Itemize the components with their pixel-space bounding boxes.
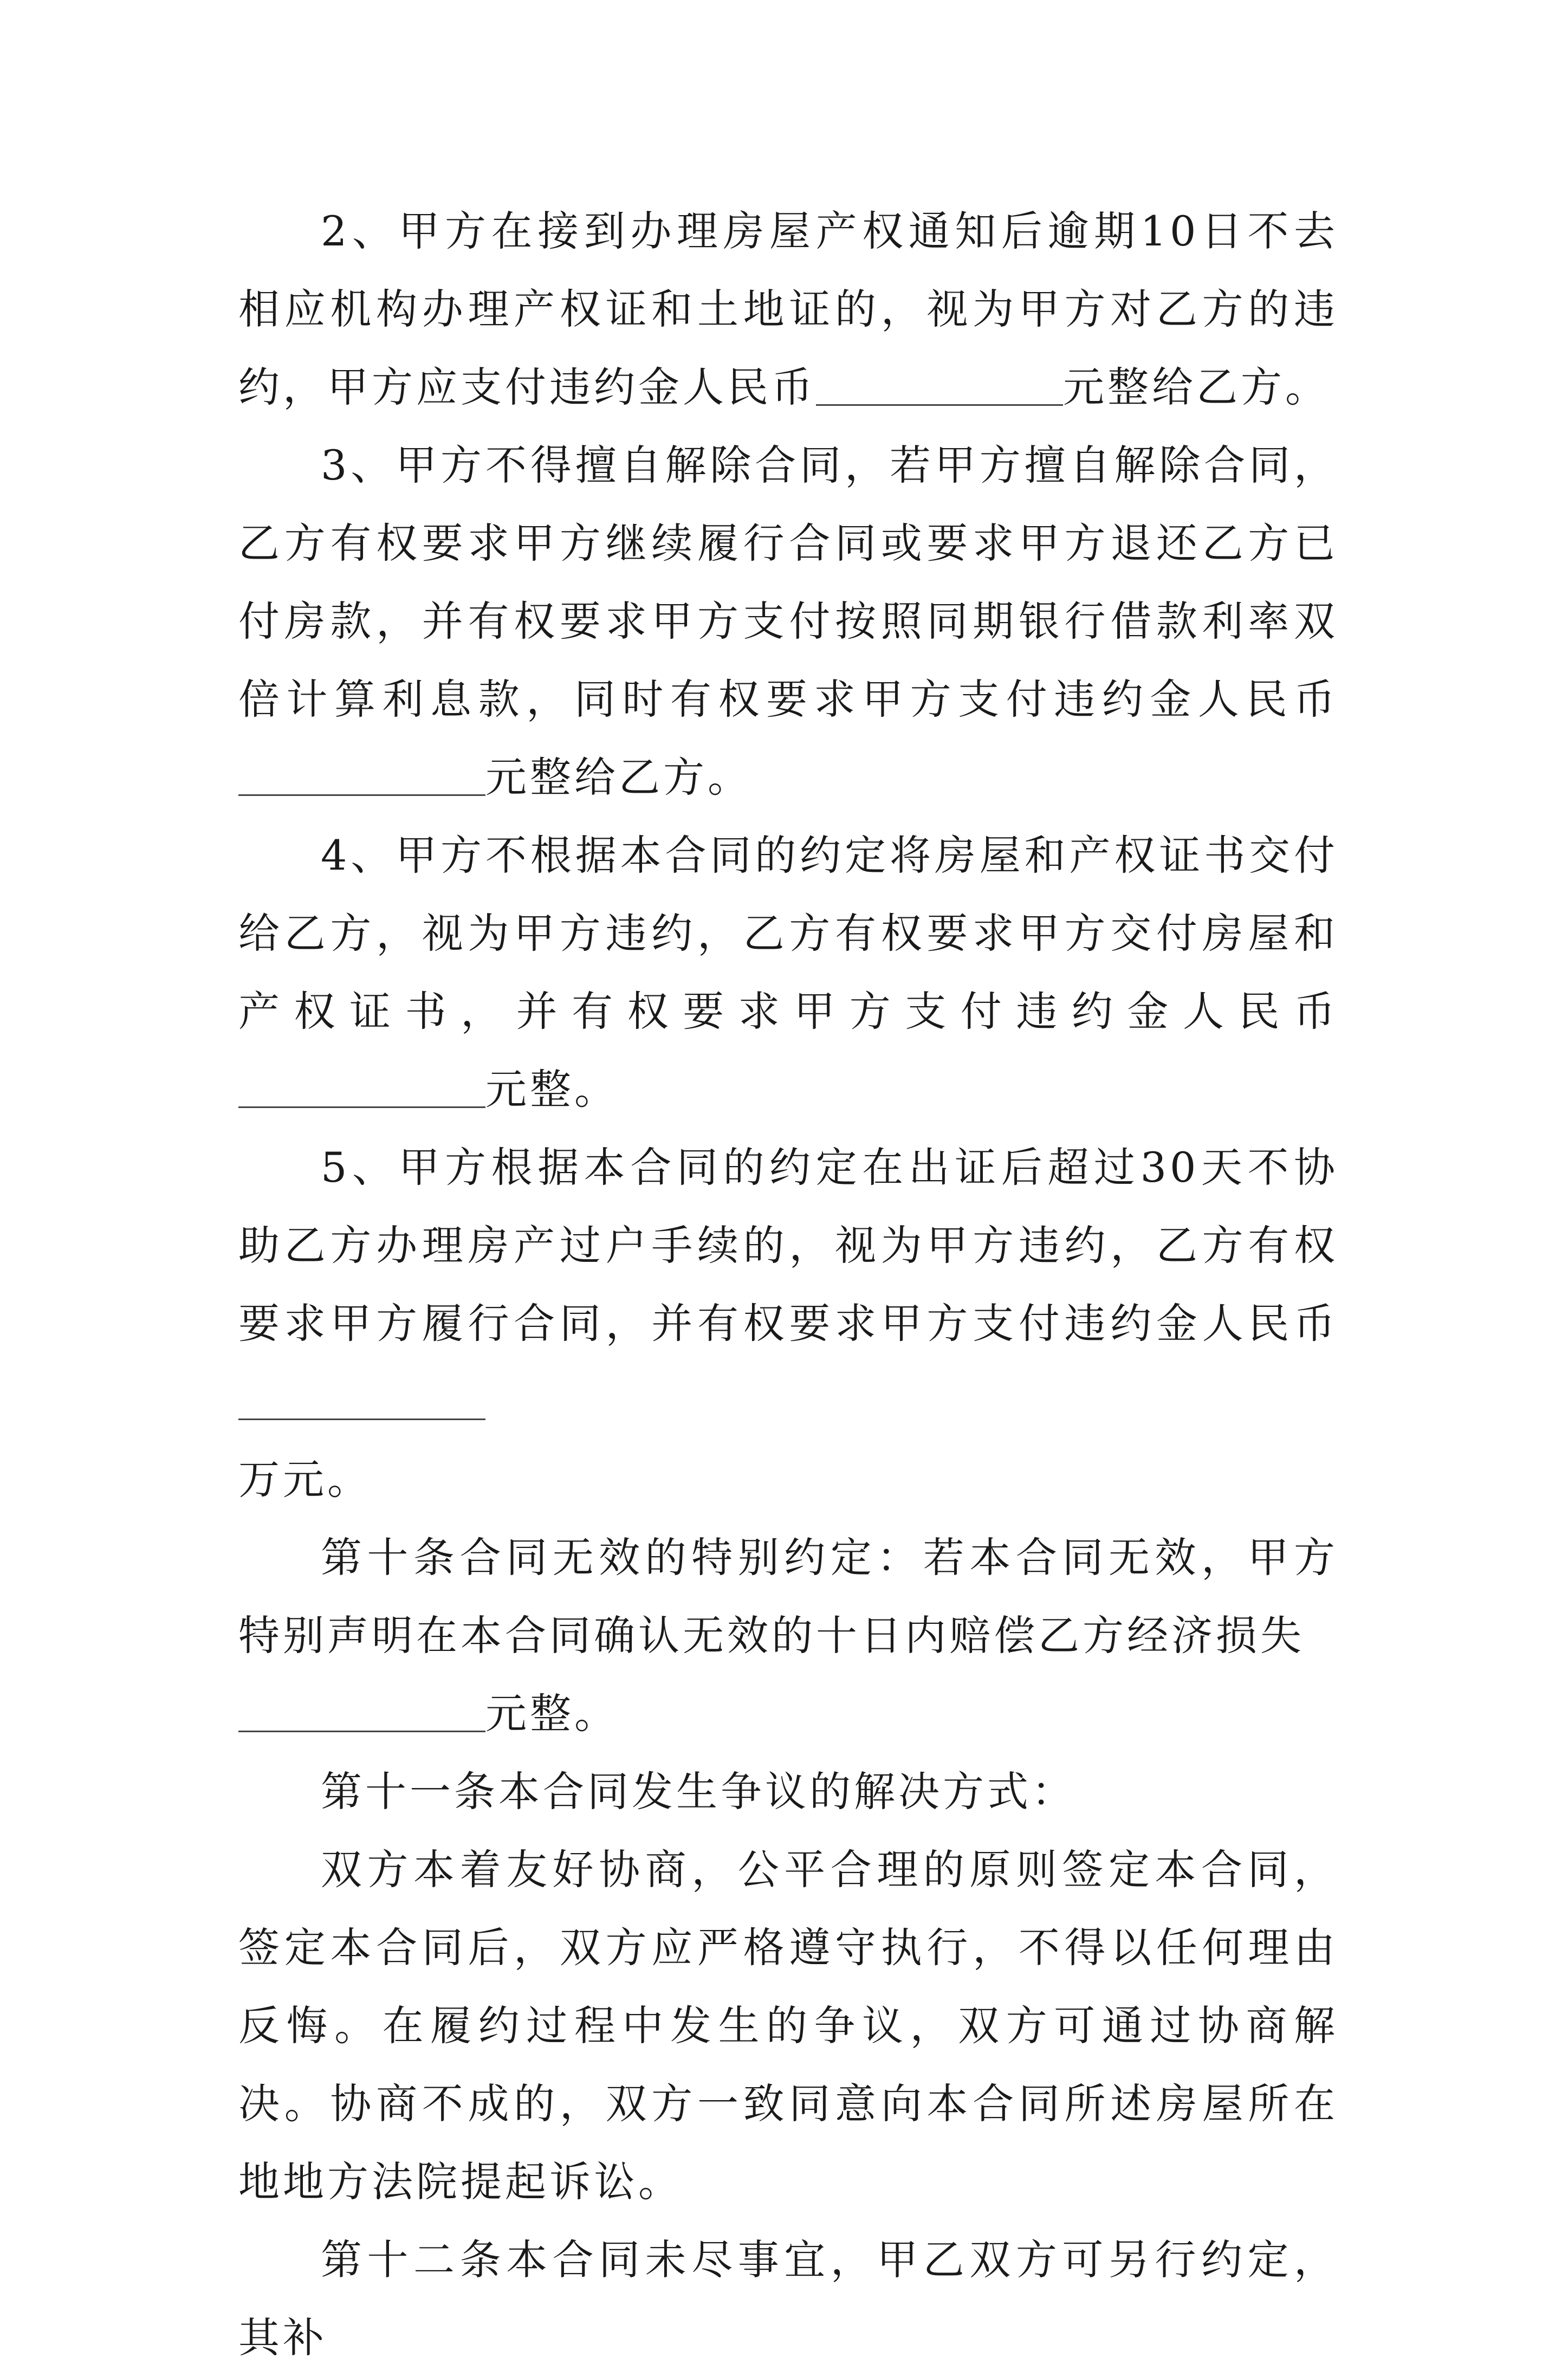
article-10-paragraph — [238, 1519, 1338, 1753]
clause-5-paragraph — [238, 1129, 1338, 1519]
clause-2-text-end: 元整给乙方。 — [1063, 363, 1330, 411]
clause-5-text-end: 万元。 — [238, 1455, 372, 1504]
article-10-text: 第十条合同无效的特别约定：若本合同无效，甲方特别声明在本合同确认无效的十日内赔偿乙方经济损失 — [238, 1533, 1338, 1660]
clause-4-text: 4、甲方不根据本合同的约定将房屋和产权证书交付给乙方，视为甲方违约，乙方有权要求甲方交付房屋和产权证书，并有权要求甲方支付违约金人民币 — [238, 831, 1338, 1035]
dispute-resolution-paragraph: 双方本着友好协商，公平合理的原则签定本合同，签定本合同后，双方应严格遵守执行，不得以任何理由反悔。在履约过程中发生的争议，双方可通过协商解决。协商不成的，双方一致同意向本合同所述房屋所在地地方法院提起诉讼。 — [238, 1845, 1338, 2206]
clause-2-paragraph — [238, 192, 1338, 426]
clause-4-text-end: 元整。 — [485, 1065, 619, 1113]
amount-blank-line — [816, 361, 1063, 406]
amount-blank-line — [238, 1375, 485, 1420]
article-11-heading: 第十一条本合同发生争议的解决方式： — [321, 1767, 1076, 1816]
clause-5-text: 5、甲方根据本合同的约定在出证后超过30天不协助乙方办理房产过户手续的，视为甲方违约，乙方有权要求甲方履行合同，并有权要求甲方支付违约金人民币 — [238, 1143, 1338, 1348]
amount-blank-line — [238, 1687, 485, 1732]
clause-2-text: 2、甲方在接到办理房屋产权通知后逾期10日不去相应机构办理产权证和土地证的，视为甲方对乙方的违约，甲方应支付违约金人民币 — [238, 207, 1338, 411]
clause-3-text: 3、甲方不得擅自解除合同，若甲方擅自解除合同，乙方有权要求甲方继续履行合同或要求甲方退还乙方已付房款，并有权要求甲方支付按照同期银行借款利率双倍计算利息款，同时有权要求甲方支付违约金人民币 — [238, 441, 1338, 723]
article-12-paragraph: 第十二条本合同未尽事宜，甲乙双方可另行约定，其补 — [238, 2236, 1338, 2362]
document-body — [238, 192, 1338, 2377]
clause-3-text-end: 元整给乙方。 — [485, 753, 752, 801]
article-10-text-end: 元整。 — [485, 1689, 619, 1738]
clause-3-paragraph — [238, 426, 1338, 817]
amount-blank-line — [238, 1063, 485, 1108]
clause-4-paragraph — [238, 817, 1338, 1129]
amount-blank-line — [238, 751, 485, 796]
